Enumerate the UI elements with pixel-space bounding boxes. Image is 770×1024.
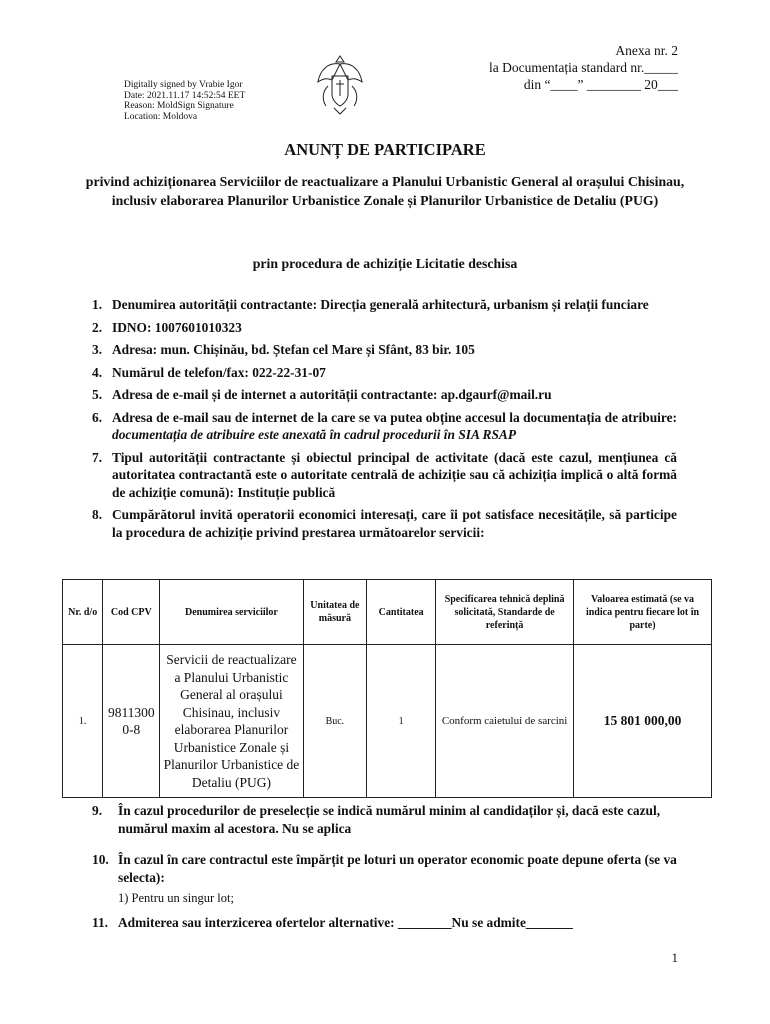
- table-header-row: [63, 580, 712, 645]
- item-number: 10.: [92, 852, 109, 867]
- signature-line: Location: Moldova: [124, 111, 198, 122]
- table-cell: Conform caietului de sarcini: [436, 645, 574, 798]
- item-number: 5.: [92, 387, 103, 402]
- item-number: 7.: [92, 449, 103, 465]
- annex-line: din “____” ________ 20___: [523, 77, 678, 92]
- list-item: [92, 449, 677, 502]
- list-item: [92, 341, 677, 359]
- numbered-list: [92, 296, 677, 546]
- item-number: 8.: [92, 507, 103, 522]
- coat-of-arms-icon: [314, 52, 366, 118]
- item-number: 11.: [92, 914, 108, 930]
- item-text: Cumpărătorul invită operatorii economici interesați, care îi pot satisface necesitățile, să participe la procedura de achiziție privind prestarea următoarelor servicii:: [112, 507, 677, 540]
- item-text: În cazul procedurilor de preselecție se indică numărul minim al candidaților și, dacă este cazul, numărul maxim al acestora. Nu se aplica: [118, 803, 661, 836]
- page-number: 1: [671, 950, 678, 965]
- list-item: [92, 386, 677, 404]
- sub-option: 1) Pentru un singur lot;: [118, 891, 234, 905]
- page-subtitle: privind achiziționarea Serviciilor de reactualizare a Planului Urbanistic General al orașului Chisinau, inclusiv elaborarea Planurilor Urbanistice Zonale și Planurilor Urbanistice de Detaliu (PUG): [85, 174, 685, 208]
- item-text: Tipul autorității contractante și obiectul principal de activitate (dacă este cazul, mențiunea că autoritatea contractantă este o autoritate centrală de achiziție sau că achiziția implică o altă formă de achiziție comună): Instituție publică: [112, 449, 677, 500]
- column-header: Denumirea serviciilor: [160, 580, 303, 645]
- digital-signature-block: [124, 80, 245, 122]
- table-cell: Buc.: [303, 645, 367, 798]
- procedure-line: prin procedura de achiziție Licitatie deschisa: [252, 256, 518, 271]
- column-header: Nr. d/o: [63, 580, 103, 645]
- list-item: [92, 409, 677, 444]
- item-text: Admiterea sau interzicerea ofertelor alternative: ________Nu se admite_______: [118, 914, 573, 930]
- item-number: 3.: [92, 342, 103, 357]
- list-item: [92, 296, 677, 314]
- annex-line: Anexa nr. 2: [615, 43, 678, 58]
- item-text: În cazul în care contractul este împărțit pe loturi un operator economic poate depune oferta (se va selecta):: [118, 852, 677, 885]
- item-number: 2.: [92, 319, 103, 335]
- table-cell: 15 801 000,00: [574, 645, 712, 798]
- list-item: [92, 802, 692, 837]
- column-header: Cantitatea: [367, 580, 436, 645]
- table-row: [63, 645, 712, 798]
- signature-line: Date: 2021.11.17 14:52:54 EET: [124, 90, 246, 101]
- list-item: [92, 319, 677, 337]
- table-cell: 1.: [63, 645, 103, 798]
- list-item: [92, 914, 692, 932]
- column-header: Cod CPV: [103, 580, 160, 645]
- column-header: Unitatea de măsură: [303, 580, 367, 645]
- item-text: [112, 409, 677, 444]
- item-number: 1.: [92, 297, 103, 312]
- column-header: Specificarea tehnică deplină solicitată, Standarde de referință: [436, 580, 574, 645]
- annex-reference: [489, 42, 678, 93]
- annex-line: la Documentația standard nr._____: [489, 60, 678, 75]
- item-text-italic: documentația de atribuire este anexată în cadrul procedurii în SIA RSAP: [112, 427, 517, 442]
- item-text-plain: Adresa de e-mail sau de internet de la care se va putea obține accesul la documentația de atribuire:: [112, 409, 677, 425]
- list-item: [92, 364, 677, 382]
- item-text: IDNO: 1007601010323: [112, 319, 242, 335]
- page-title: ANUNȚ DE PARTICIPARE: [284, 140, 486, 159]
- signature-line: Reason: MoldSign Signature: [124, 101, 234, 111]
- list-item: [92, 506, 677, 541]
- numbered-list-continued: [92, 802, 692, 937]
- list-item: [92, 851, 692, 886]
- table-cell: 1: [367, 645, 436, 798]
- item-text: Adresa: mun. Chișinău, bd. Ștefan cel Mare și Sfânt, 83 bir. 105: [112, 342, 475, 357]
- item-text: Denumirea autorității contractante: Direcția generală arhitectură, urbanism și relații funciare: [112, 297, 649, 312]
- signature-line: Digitally signed by Vrabie Igor: [124, 80, 243, 90]
- item-number: 4.: [92, 364, 103, 380]
- item-number: 9.: [92, 803, 103, 818]
- item-number: 6.: [92, 409, 103, 425]
- column-header: Valoarea estimată (se va indica pentru fiecare lot în parte): [574, 580, 712, 645]
- item-text: Numărul de telefon/fax: 022-22-31-07: [112, 364, 326, 380]
- table-cell: 9811300 0-8: [103, 645, 160, 798]
- table-cell: Servicii de reactualizare a Planului Urbanistic General al orașului Chisinau, inclusiv elaborarea Planurilor Urbanistice Zonale și Planurilor Urbanistice de Detaliu (PUG): [160, 645, 303, 798]
- services-table: [62, 579, 712, 798]
- item-text: Adresa de e-mail și de internet a autorității contractante: ap.dgaurf@mail.ru: [112, 387, 552, 402]
